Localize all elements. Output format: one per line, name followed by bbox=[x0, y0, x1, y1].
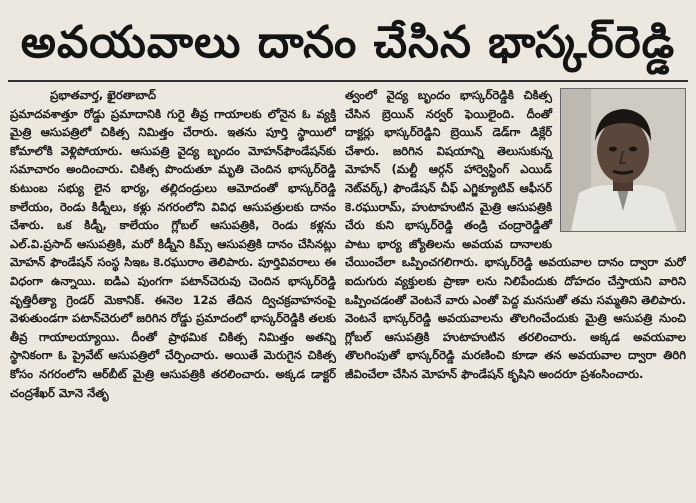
portrait-photo bbox=[560, 88, 686, 232]
headline-rule bbox=[8, 80, 688, 82]
article-text-left: ప్రమాదవశాత్తూ రోడ్డు ప్రమాదానికి గురై తీవ్ర గాయాలకు లోనైన ఓ వ్యక్తి మైత్రి ఆసుపత్రిలో చికిత్స నిమిత్తం చేరారు. ఇతను పూర్తి స్థాయిలో కోమాలోకి వెళ్లిపోయారు. ఆసుపత్రి వైద్య బృందం మోహన్‌ఫౌండేషన్‌కు సమాచారం అందించారు. చికిత్స పొందుతూ మృతి చెందిన భాస్కర్‌రెడ్డి కుటుంబ సభ్యు లైన భార్య, తల్లిదండ్రులు ఆమోదంతో భాస్కర్‌రెడ్డి కాలేయం, రెండు కిడ్నీలు, కళ్లు నగరంలోని వివిధ ఆసుపత్రులకు దానం చేశారు. ఒక కిడ్నీ, కాలేయం గ్లోబల్ ఆసుపత్రికి, రెండు కళ్లను ఎల్.వి.ప్రసాద్ ఆసుపత్రికి, మరో కిడ్నీని కిమ్స్ ఆసుపత్రికి దానం చేసినట్లు మోహన్ ఫౌండేషన్ సంస్థ సిఇఒ కె.రఘురాం తెలిపారు. పూర్తివివరాలు ఈ విధంగా ఉన్నాయి. ఐడిఎ పుంగగా పటాన్‌చెరువు చెందిన భాస్కర్‌రెడ్డి వృత్తిరీత్యా గ్రెండర్ మెకానిక్. ఈనెల 12వ తేదిన ద్విచక్రవాహనంపై వెళుతుండగా పటాన్‌చెరులో జరిగిన రోడ్డు ప్రమాదంలో భాస్కర్‌రెడ్డికి తలకు తీవ్ర గాయాలయ్యాయి. దీంతో ప్రాథమిక చికిత్స నిమిత్తం అతన్ని స్థానికంగా ఓ ప్రైవేట్ ఆసుపత్రిలో చేర్పించారు. అయితే మెరుగైన చికిత్స కోసం నగరంలోని ఆర్‌బీట్ మైత్రి ఆసుపత్రికి తరలించారు. అక్కడ డాక్టర్ చంద్రశేఖర్ మోనె నేతృ bbox=[10, 106, 336, 400]
dateline: ప్రభాతవార్త, ఖైరతాబాద్ bbox=[50, 88, 157, 102]
article-text-right: త్వంలో వైద్య బృందం భాస్కర్‌రెడ్డికి చికిత్స చేసిన బ్రెయిన్ నర్వర్ ఫెయిలైంది. దీంతో దాక్టర్లు భాస్కర్‌రెడ్డిని బ్రెయిన్ డెడ్‌గా డిక్లేర్ చేశారు. జరిగిన విషయాన్ని తెలుసుకున్న మోహన్ (మల్టీ ఆర్గన్ హార్వెస్టింగ్ ఎయిడ్ నెట్‌వర్క్) ఫౌండేషన్ చీఫ్ ఎగ్జిక్యూటివ్ ఆఫీసర్ కె.రఘురామ్, హుటాహుటిన మైత్రి ఆసుపత్రికి చేరు కుని భాస్కర్‌రెడ్డి తండ్రి చంద్రారెడ్డితో పాటు భార్య జ్యోతిలను అవయవ దానాలకు చేయించేలా ఒప్పించగలిగారు. భాస్కర్‌రెడ్డి అవయవాల దానం ద్వారా మరో ఐదుగురు వ్యక్తులకు ప్రాణా లను నిలిపేందుకు దోహదం చేస్తాయని వారిని ఒప్పించడంతో వెంటనే వారు ఎంతో పెద్ద మనసుతో తమ సమ్మతిని తెలిపారు. వెంటనే భాస్కర్‌రెడ్డి అవయవాలను తొలగించేందుకు మైత్రి ఆసుపత్రి నుంచి గ్లోబల్ ఆసుపత్రికి హుటాహుటిన తరలించారు. అక్కడ అవయవాల తొలగింపుతో భాస్కర్‌రెడ్డి మరణించి కూడా తన అవయవాల ద్వారా తిరిగి జీవించేలా చేసిన మోహన్ ఫౌండేషన్ కృషిని అందరూ ప్రశంసించారు. bbox=[345, 88, 686, 381]
portrait-image bbox=[561, 89, 685, 231]
article-column-left bbox=[10, 86, 336, 498]
headline: అవయవాలు దానం చేసిన భాస్కర్‌రెడ్డి bbox=[20, 17, 676, 68]
article-column-right bbox=[345, 86, 686, 498]
